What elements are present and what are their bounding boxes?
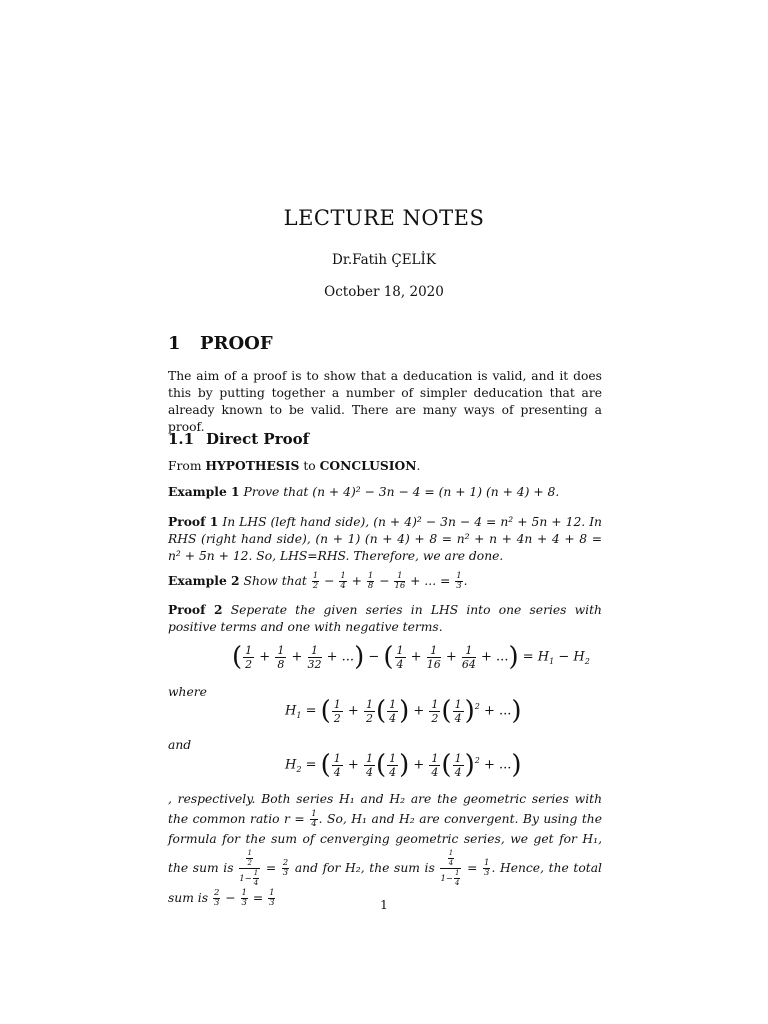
example-2	[168, 572, 602, 591]
proof-2-label: Proof 2	[168, 602, 223, 617]
closing-part-4: . Hence, the total sum is	[168, 861, 602, 905]
document-date: October 18, 2020	[324, 284, 444, 300]
hypothesis-word: HYPOTHESIS	[205, 458, 300, 473]
section-title: PROOF	[200, 333, 273, 354]
document-title: LECTURE NOTES	[283, 206, 485, 230]
page-number: 1	[380, 898, 388, 912]
series-split-equation: ( $\frac{1}{2}$ + $\frac{1}{8}$ + $\frac{1}{32}$ + ...) − ( $\frac{1}{4}$ + $\frac{1}{16}$ + $\frac{1}{64}$ + ...) = $H_1 - H_2$	[232, 642, 590, 672]
example-1	[168, 483, 602, 501]
proof-1-label: Proof 1	[168, 514, 219, 529]
subsection-heading	[168, 430, 309, 448]
closing-part-3: and for H₂, the sum is	[294, 861, 435, 875]
proof-2-text: Seperate the given series in LHS into one series with positive terms and one with negative terms.	[168, 603, 602, 634]
section-heading	[168, 333, 273, 354]
section-number: 1	[168, 333, 181, 354]
subsection-number: 1.1	[168, 430, 195, 448]
example-2-lead: Show that	[243, 574, 307, 588]
proof-1	[168, 513, 602, 565]
h1-equation: $H_1$ = ( $\frac{1}{2}$ + $\frac{1}{2}$ ( $\frac{1}{4}$ ) + $\frac{1}{2}$ ( $\frac{1}{4}$ )$^2$ + ...)	[285, 696, 522, 726]
closing-part-2: . So, H₁ and H₂ are convergent. By using the formula for the sum of cenverging geometric series, we get for H₁, the sum is	[168, 812, 602, 875]
proof-2	[168, 601, 602, 636]
subsection-title: Direct Proof	[206, 430, 310, 448]
example-2-series: $\frac{1}{2}$ − $\frac{1}{4}$ + $\frac{1}{8}$ − $\frac{1}{16}$ + ... = $\frac{1}{3}$ .	[312, 571, 468, 591]
period: .	[416, 459, 421, 473]
from-word: From	[168, 459, 202, 473]
example-2-label: Example 2	[168, 573, 240, 588]
intro-paragraph: The aim of a proof is to show that a deducation is valid, and it does this by putting together a number of simpler deducation that are already known to be valid. There are many ways of presenting a proof.	[168, 369, 602, 434]
example-1-label: Example 1	[168, 484, 240, 499]
conclusion-word: CONCLUSION	[319, 458, 417, 473]
example-1-text: Prove that (n + 4)² − 3n − 4 = (n + 1) (n + 4) + 8.	[243, 485, 560, 499]
proof-1-text: In LHS (left hand side), (n + 4)² − 3n − 4 = n² + 5n + 12. In RHS (right hand side), (n + 1) (n + 4) + 8 = n² + n + 4n + 4 + 8 = n² + 5n + 12. So, LHS=RHS. Therefore, we are done.	[168, 515, 602, 563]
direct-proof-line	[168, 457, 602, 475]
author-name: Dr.Fatih ÇELİK	[332, 252, 436, 268]
h2-equation: $H_2$ = ( $\frac{1}{4}$ + $\frac{1}{4}$ ( $\frac{1}{4}$ ) + $\frac{1}{4}$ ( $\frac{1}{4}$ )$^2$ + ...)	[285, 750, 522, 780]
closing-part-1: , respectively. Both series H₁ and H₂ are the geometric series with the common ratio r =	[168, 792, 602, 826]
and-word: and	[168, 738, 192, 752]
to-word: to	[303, 459, 316, 473]
closing-paragraph: , respectively. Both series H₁ and H₂ are the geometric series with the common ratio r = $\frac{1}{4}$ . So, H₁ and H₂ are convergent. By using the formula for the sum of cenverging geometric series, we get for H₁, the sum is $\frac{1}{2}$ 1− $\frac{1}{4}$ = $\frac{2}{3}$ and for H₂, the sum is $\frac{1}{4}$ 1− $\frac{1}{4}$ = $\frac{1}{3}$ . Hence, the total sum is $\frac{2}{3}$ − $\frac{1}{3}$ = $\frac{1}{3}$	[168, 792, 602, 908]
where-word: where	[168, 685, 207, 699]
